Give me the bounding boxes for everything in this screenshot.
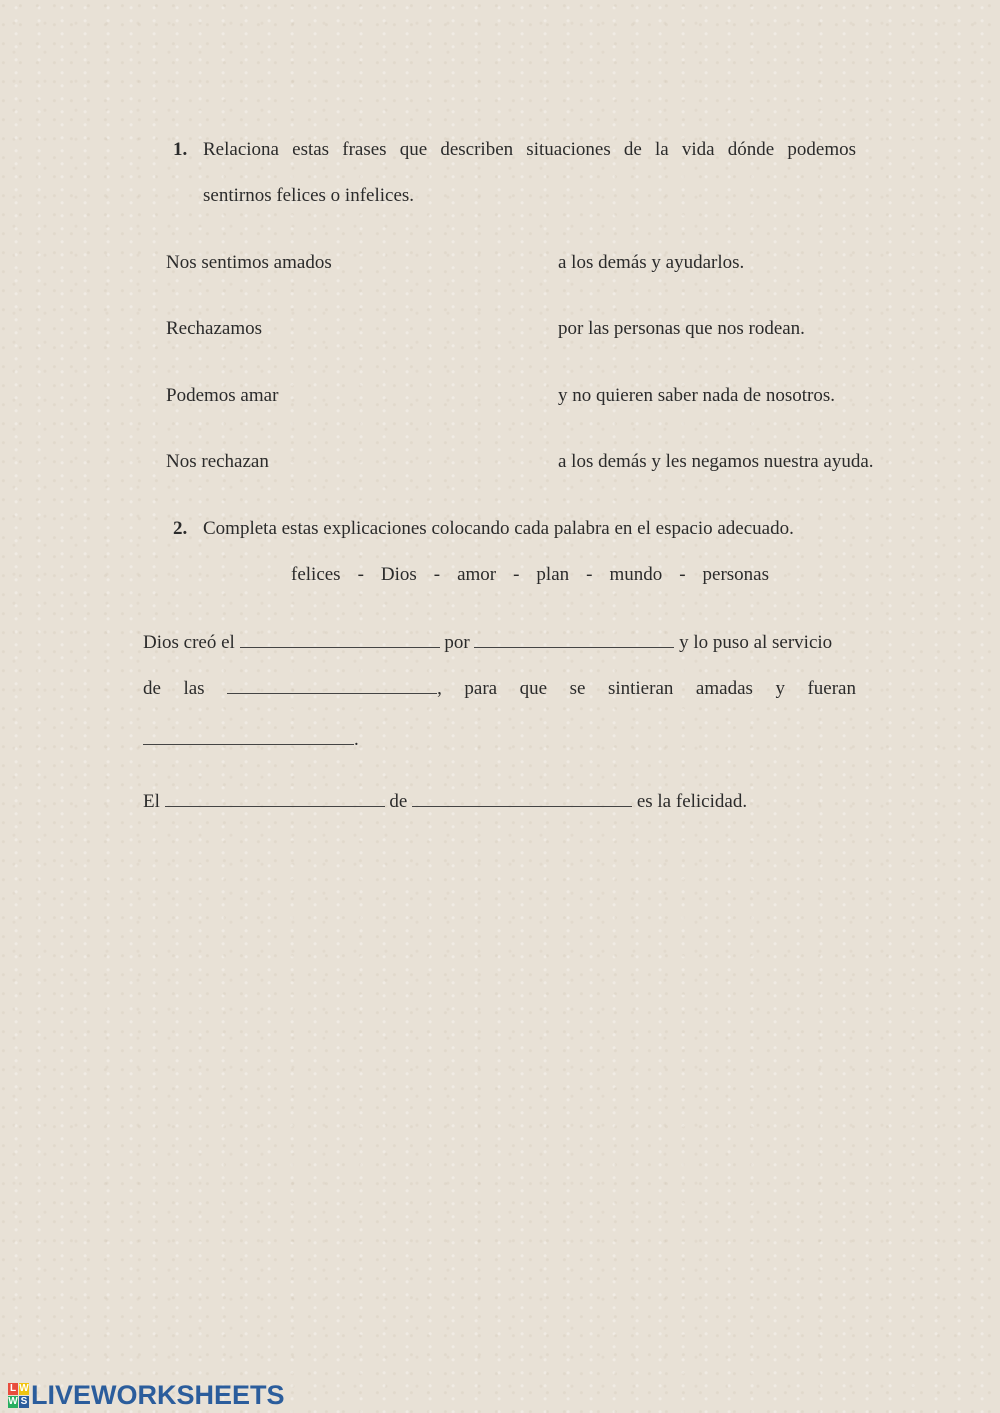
sentence-2-word: para (464, 678, 498, 699)
question-1-line-2: sentirnos felices o infelices. (203, 185, 415, 206)
sentence-2-word: se (569, 678, 586, 699)
question-1-number: 1. (173, 139, 188, 160)
logo-text: LIVEWORKSHEETS (31, 1380, 285, 1410)
sentence-2-comma: , (437, 678, 442, 699)
word-bank-item: amor (457, 564, 497, 585)
match-right-1[interactable]: a los demás y ayudarlos. (558, 252, 745, 273)
sentence-4 (143, 790, 747, 813)
question-1-line-1 (173, 139, 856, 161)
sentence-2-word: que (519, 678, 548, 699)
word-bank-item: felices (291, 564, 341, 585)
question-2-text: Completa estas explicaciones colocando cada palabra en el espacio adecuado. (203, 518, 794, 539)
word-bank-item: personas (702, 564, 769, 585)
question-2-number: 2. (173, 518, 188, 539)
match-left-2[interactable]: Rechazamos (166, 318, 263, 339)
match-left-1[interactable]: Nos sentimos amados (166, 252, 332, 273)
word-bank (291, 564, 769, 586)
match-left-4[interactable]: Nos rechazan (166, 451, 269, 472)
sentence-3 (143, 728, 359, 751)
sentence-1-part-a: Dios creó el (143, 632, 235, 653)
word-bank-separator: - (357, 564, 364, 585)
match-right-3[interactable]: y no quieren saber nada de nosotros. (558, 385, 836, 406)
word-bank-item: Dios (380, 564, 417, 585)
blank-1[interactable] (240, 631, 440, 648)
match-right-2[interactable]: por las personas que nos rodean. (558, 318, 805, 339)
logo-mark-icon: L W W S (8, 1383, 29, 1407)
word-bank-separator: - (513, 564, 520, 585)
liveworksheets-logo[interactable] (8, 1380, 285, 1411)
sentence-4-part-c: es la felicidad. (636, 791, 748, 812)
sentence-2-word: fueran (807, 678, 856, 699)
word-bank-separator: - (679, 564, 686, 585)
word-bank-item: mundo (609, 564, 663, 585)
blank-4[interactable] (143, 728, 354, 745)
sentence-2-word: y (775, 678, 785, 699)
word-bank-separator: - (433, 564, 441, 585)
sentence-3-period: . (354, 729, 359, 750)
sentence-4-part-a: El (143, 791, 160, 812)
sentence-1-part-c: y lo puso al servicio (679, 632, 833, 653)
sentence-4-part-b: de (389, 791, 408, 812)
sentence-2-word: sintieran (607, 678, 674, 699)
blank-5[interactable] (165, 790, 385, 807)
sentence-2-word: de (143, 678, 161, 699)
sentence-2-word: amadas (695, 678, 753, 699)
sentence-1-part-b: por (444, 632, 470, 653)
sentence-2 (143, 677, 856, 700)
match-right-4[interactable]: a los demás y les negamos nuestra ayuda. (558, 451, 874, 472)
sentence-1 (143, 631, 832, 654)
blank-2[interactable] (474, 631, 674, 648)
word-bank-separator: - (586, 564, 593, 585)
question-2-line (173, 518, 794, 540)
word-bank-item: plan (536, 564, 570, 585)
match-left-3[interactable]: Podemos amar (166, 385, 279, 406)
question-1-text: Relaciona estas frases que describen situaciones de la vida dónde podemos (203, 139, 856, 160)
sentence-2-word: las (183, 678, 205, 699)
blank-3[interactable] (227, 677, 437, 694)
blank-6[interactable] (412, 790, 632, 807)
